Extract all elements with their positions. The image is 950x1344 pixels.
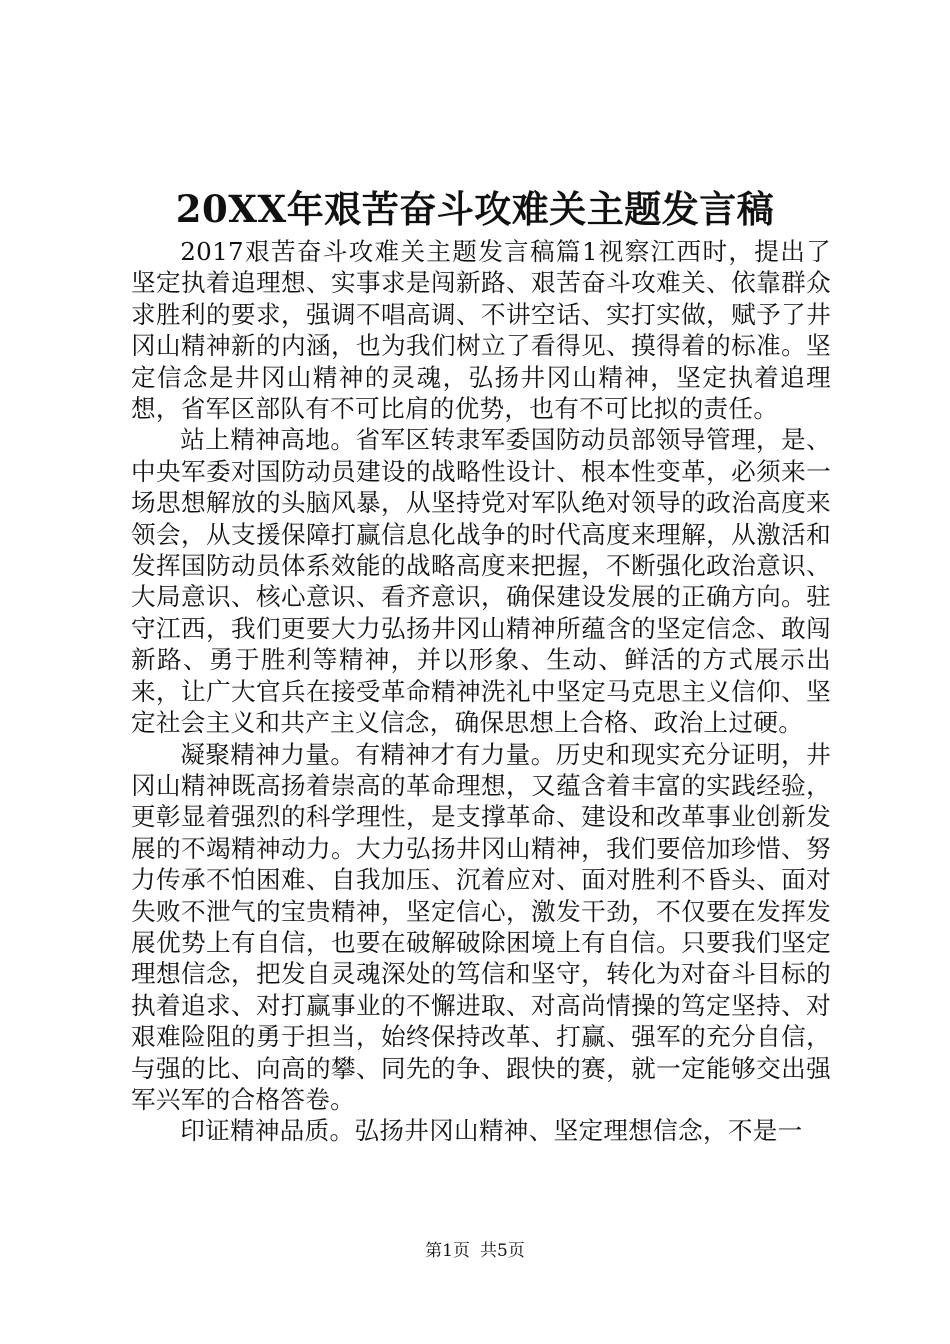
paragraph: 2017艰苦奋斗攻难关主题发言稿篇1视察江西时，提出了坚定执着追理想、实事求是闯新路、艰苦奋斗攻难关、依靠群众求胜利的要求，强调不唱高调、不讲空话、实打实做，赋予了井冈山精神新的内涵，也为我们树立了看得见、摸得着的标准。坚定信念是井冈山精神的灵魂，弘扬井冈山精神，坚定执着追理想，省军区部队有不可比肩的优势，也有不可比拟的责任。 (131, 237, 831, 424)
paragraph: 印证精神品质。弘扬井冈山精神、坚定理想信念，不是一 (180, 1116, 803, 1146)
paragraph: 站上精神高地。省军区转隶军委国防动员部领导管理，是、中央军委对国防动员建设的战略性设计、根本性变革，必须来一场思想解放的头脑风暴，从坚持党对军队绝对领导的政治高度来领会，从支援保障打赢信息化战争的时代高度来理解，从激活和发挥国防动员体系效能的战略高度来把握，不断强化政治意识、大局意识、核心意识、看齐意识，确保建设发展的正确方向。驻守江西，我们更要大力弘扬井冈山精神所蕴含的坚定信念、敢闯新路、勇于胜利等精神，并以形象、生动、鲜活的方式展示出来，让广大官兵在接受革命精神洗礼中坚定马克思主义信仰、坚定社会主义和共产主义信念，确保思想上合格、政治上过硬。 (131, 425, 831, 738)
page-footer (0, 1240, 950, 1262)
document-body (131, 236, 831, 1147)
paragraph: 凝聚精神力量。有精神才有力量。历史和现实充分证明，井冈山精神既高扬着崇高的革命理想，又蕴含着丰富的实践经验，更彰显着强烈的科学理性，是支撑革命、建设和改革事业创新发展的不竭精神动力。大力弘扬井冈山精神，我们要倍加珍惜、努力传承不怕困难、自我加压、沉着应对、面对胜利不昏头、面对失败不泄气的宝贵精神，坚定信心，激发干劲，不仅要在发挥发展优势上有自信，也要在破解破除困境上有自信。只要我们坚定理想信念，把发自灵魂深处的笃信和坚守，转化为对奋斗目标的执着追求、对打赢事业的不懈进取、对高尚情操的笃定坚持、对艰难险阻的勇于担当，始终保持改革、打赢、强军的充分自信，与强的比、向高的攀、同先的争、跟快的赛，就一定能够交出强军兴军的合格答卷。 (131, 739, 831, 1114)
document-title: 20XX年艰苦奋斗攻难关主题发言稿 (175, 187, 775, 231)
page-number: 第1页 (425, 1241, 470, 1261)
total-pages: 共5页 (480, 1241, 525, 1261)
